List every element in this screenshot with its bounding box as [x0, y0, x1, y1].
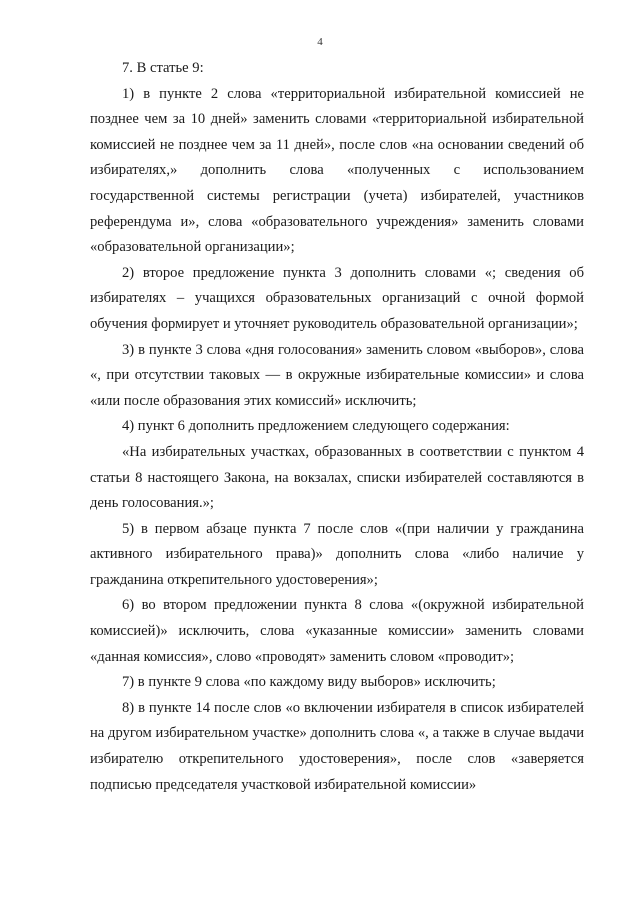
amendment-paragraph-4: 4) пункт 6 дополнить предложением следующего содержания: — [122, 418, 510, 435]
page-number: 4 — [317, 36, 323, 48]
amendment-paragraph-1: 1) в пункте 2 слова «территориальной избирательной комиссией не позднее чем за 10 дней» заменить словами «территориальной избирательной комиссией не позднее чем за 11 дней», после слов «на основании сведений об избирателях,» дополнить слова «полученных с использованием государственной системы регистрации (учета) избирателей, участников референдума и», слова «образовательного учреждения» заменить словами «образовательной организации»; — [90, 85, 584, 256]
amendment-paragraph-8: 8) в пункте 14 после слов «о включении избирателя в список избирателей на другом избирательном участке» дополнить слова «, а также в случае выдачи избирателю открепительного удостоверения», после слов «заверяется подписью председателя участковой избирательной комиссии» — [90, 699, 584, 793]
amendment-paragraph-5: 5) в первом абзаце пункта 7 после слов «(при наличии у гражданина активного избирательного права)» дополнить слова «либо наличие у гражданина открепительного удостоверения»; — [90, 520, 584, 588]
quoted-provision: «На избирательных участках, образованных в соответствии с пунктом 4 статьи 8 настоящего Закона, на вокзалах, списки избирателей составляются в день голосования.»; — [90, 443, 584, 512]
amendment-paragraph-6: 6) во втором предложении пункта 8 слова «(окружной избирательной комиссией)» исключить, слова «указанные комиссии» заменить словами «данная комиссия», слово «проводят» заменить словом «проводит»; — [90, 597, 584, 665]
amendment-paragraph-7: 7) в пункте 9 слова «по каждому виду выборов» исключить; — [122, 674, 496, 691]
amendment-paragraph-2: 2) второе предложение пункта 3 дополнить словами «; сведения об избирателях – учащихся образовательных организаций с очной формой обучения формирует и уточняет руководитель образовательной организации»; — [90, 264, 584, 332]
document-body — [90, 56, 584, 798]
section-heading: 7. В статье 9: — [122, 60, 204, 76]
amendment-paragraph-3: 3) в пункте 3 слова «дня голосования» заменить словом «выборов», слова «, при отсутствии таковых — в окружные избирательные комиссии» и слова «или после образования этих комиссий» исключить; — [90, 341, 584, 409]
